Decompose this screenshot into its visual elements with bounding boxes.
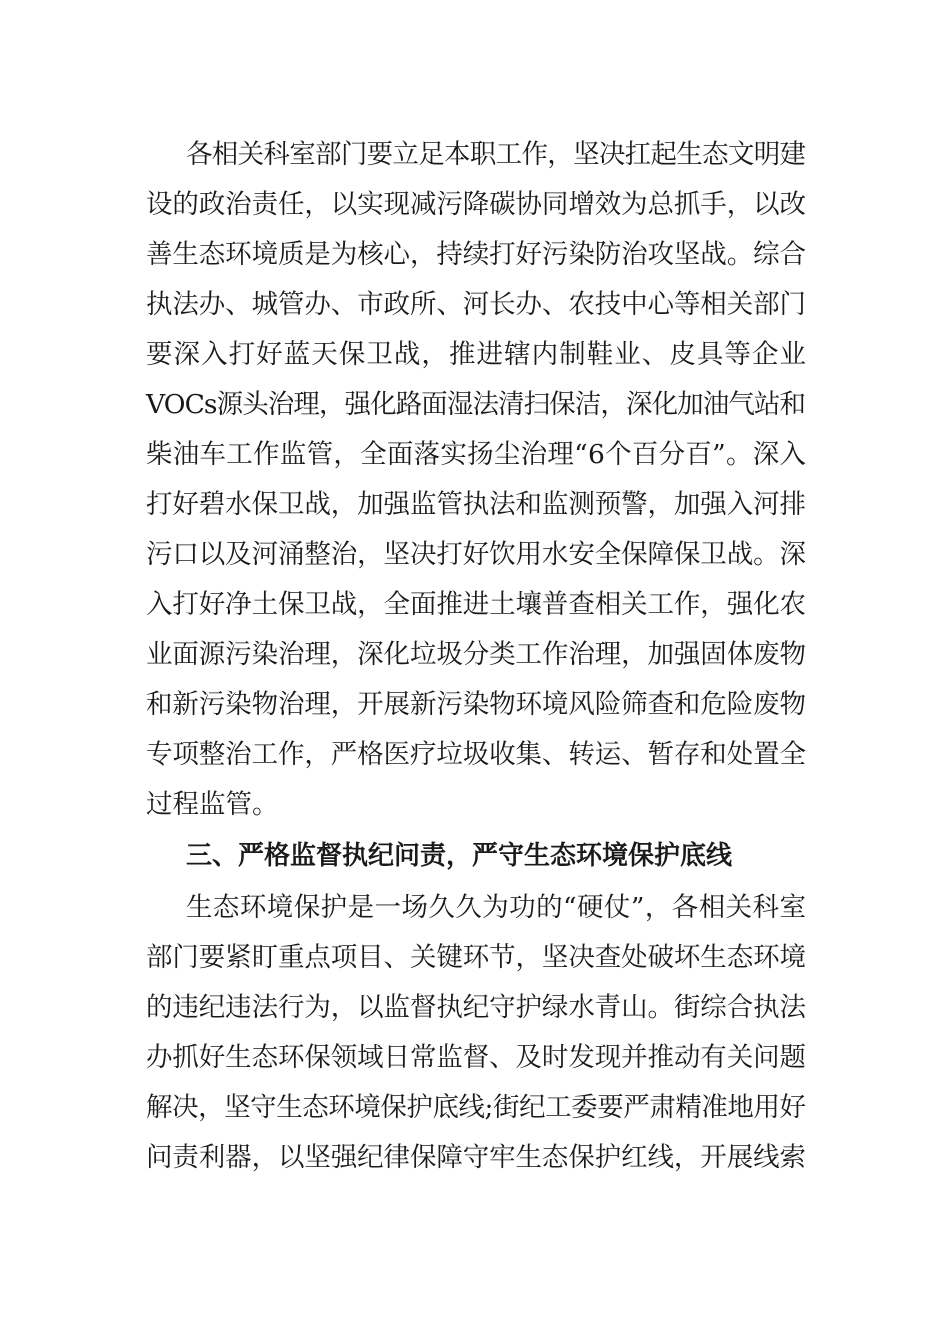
paragraph-2-line-5: 解决，坚守生态环境保护底线;街纪工委要严肃精准地用好 (146, 1092, 806, 1123)
paragraph-1-line-13: 专项整治工作，严格医疗垃圾收集、转运、暂存和处置全 (146, 739, 806, 770)
paragraph-2-line-3: 的违纪违法行为，以监督执纪守护绿水青山。街综合执法 (146, 992, 806, 1023)
paragraph-1-line-5: 要深入打好蓝天保卫战，推进辖内制鞋业、皮具等企业 (146, 339, 808, 370)
paragraph-1-line-7: 柴油车工作监管，全面落实扬尘治理“6个百分百”。深入 (146, 439, 807, 470)
paragraph-1-line-12: 和新污染物治理，开展新污染物环境风险筛查和危险废物 (146, 689, 806, 720)
paragraph-2-line-1: 生态环境保护是一场久久为功的“硬仗”，各相关科室 (186, 892, 807, 923)
paragraph-1-line-10: 入打好净土保卫战，全面推进土壤普查相关工作，强化农 (146, 589, 806, 620)
paragraph-1-line-3: 善生态环境质是为核心，持续打好污染防治攻坚战。综合 (146, 239, 806, 270)
paragraph-1-line-11: 业面源污染治理，深化垃圾分类工作治理，加强固体废物 (146, 639, 806, 670)
paragraph-2-line-6: 问责利器，以坚强纪律保障守牢生态保护红线，开展线索 (146, 1142, 806, 1173)
paragraph-1-line-2: 设的政治责任，以实现减污降碳协同增效为总抓手，以改 (146, 189, 806, 220)
section-3-heading: 三、严格监督执纪问责，严守生态环境保护底线 (186, 841, 733, 871)
paragraph-1-line-1: 各相关科室部门要立足本职工作，坚决扛起生态文明建 (186, 139, 806, 170)
paragraph-1-line-14: 过程监管。 (146, 789, 279, 820)
paragraph-1-line-9: 污口以及河涌整治，坚决打好饮用水安全保障保卫战。深 (146, 539, 806, 570)
paragraph-2-line-4: 办抓好生态环保领域日常监督、及时发现并推动有关问题 (146, 1042, 806, 1073)
paragraph-2-line-2: 部门要紧盯重点项目、关键环节，坚决查处破坏生态环境 (146, 942, 806, 973)
paragraph-1-line-4: 执法办、城管办、市政所、河长办、农技中心等相关部门 (146, 289, 806, 320)
paragraph-1-line-8: 打好碧水保卫战，加强监管执法和监测预警，加强入河排 (146, 489, 806, 520)
paragraph-1-line-6: VOCs源头治理，强化路面湿法清扫保洁，深化加油气站和 (146, 389, 806, 420)
